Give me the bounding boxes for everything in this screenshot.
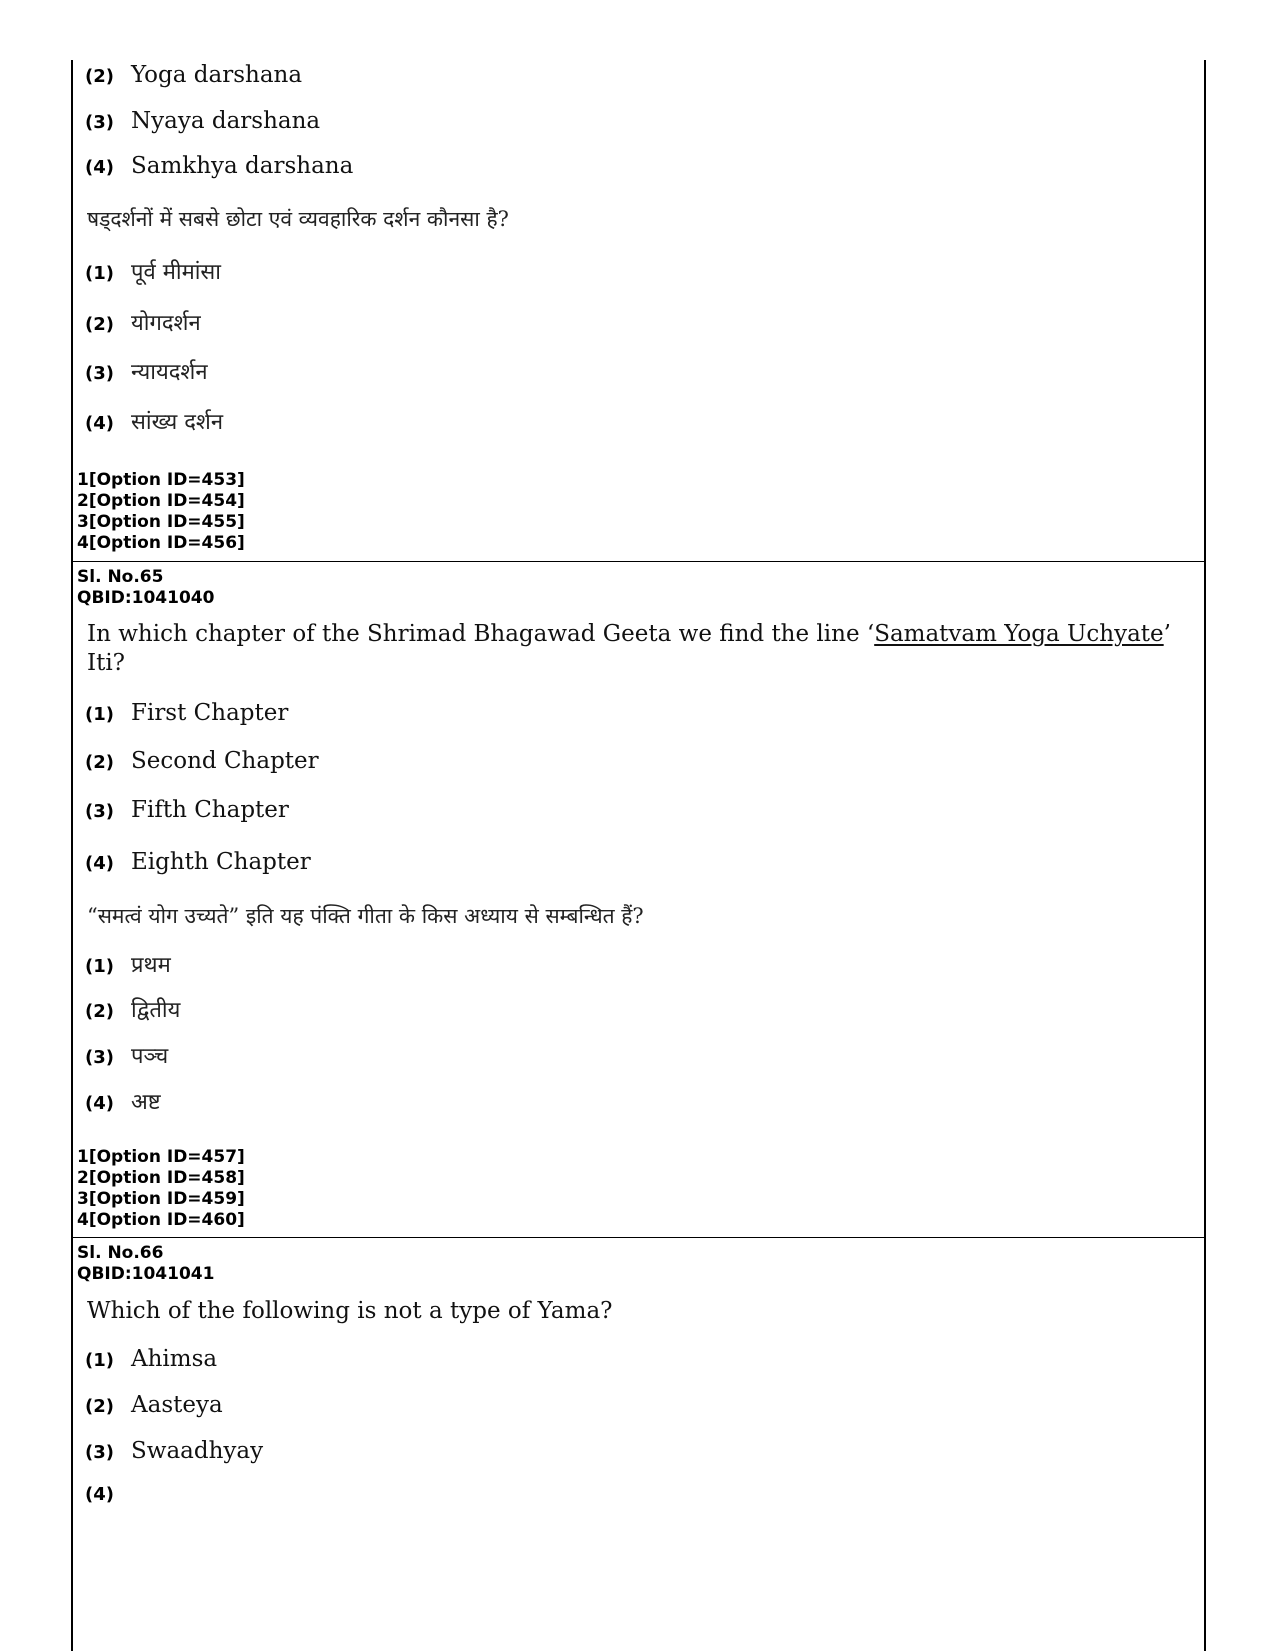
option-number: (2)	[85, 1001, 114, 1022]
question-header	[77, 567, 214, 609]
option-id-list	[77, 1147, 245, 1231]
option-number: (1)	[85, 1350, 114, 1371]
option-number: (2)	[85, 752, 114, 773]
option-text: Ahimsa	[131, 1346, 218, 1372]
option-hi-2	[85, 307, 201, 337]
option-text: अष्ट	[131, 1090, 161, 1115]
option-text: Fifth Chapter	[131, 797, 289, 823]
option-number: (4)	[85, 157, 114, 178]
option-id: 1[Option ID=453]	[77, 470, 245, 490]
option-id-list	[77, 470, 245, 554]
option-text: पञ्च	[131, 1044, 169, 1069]
option-number: (4)	[85, 853, 114, 874]
qbid: QBID:1041040	[77, 588, 215, 608]
option-text: Second Chapter	[131, 748, 319, 774]
option-id: 3[Option ID=459]	[77, 1189, 245, 1209]
option-en-3	[85, 108, 320, 134]
option-number: (2)	[85, 1396, 114, 1417]
option-en-4	[85, 1484, 131, 1505]
option-en-4	[85, 153, 353, 179]
option-number: (3)	[85, 1047, 114, 1068]
section-divider	[73, 561, 1204, 562]
option-hi-3	[85, 1040, 168, 1070]
option-number: (3)	[85, 1442, 114, 1463]
option-number: (3)	[85, 801, 114, 822]
option-hi-3	[85, 356, 208, 386]
option-number: (1)	[85, 956, 114, 977]
option-hi-4	[85, 406, 223, 436]
option-hi-1	[85, 949, 171, 979]
section-divider	[73, 1237, 1204, 1238]
option-id: 3[Option ID=455]	[77, 512, 245, 532]
option-en-1	[85, 700, 288, 726]
question-text-english: Which of the following is not a type of Yama?	[87, 1298, 613, 1324]
option-text: प्रथम	[131, 953, 171, 978]
question-text-hindi: षड्दर्शनों में सबसे छोटा एवं व्यवहारिक दर्शन कौनसा है?	[87, 207, 509, 231]
option-en-2	[85, 62, 302, 88]
option-text: पूर्व मीमांसा	[131, 260, 221, 285]
option-id: 2[Option ID=458]	[77, 1168, 245, 1188]
option-text: First Chapter	[131, 700, 289, 726]
option-text: Aasteya	[131, 1392, 223, 1418]
option-number: (3)	[85, 363, 114, 384]
option-number: (1)	[85, 263, 114, 284]
option-hi-4	[85, 1086, 161, 1116]
option-id: 4[Option ID=456]	[77, 533, 245, 553]
option-text: द्वितीय	[131, 998, 181, 1023]
question-text-hindi: “समत्वं योग उच्यते” इति यह पंक्ति गीता के किस अध्याय से सम्बन्धित हैं?	[87, 904, 644, 928]
option-text: Samkhya darshana	[131, 153, 354, 179]
serial-number: Sl. No.66	[77, 1243, 164, 1263]
option-en-1	[85, 1346, 217, 1372]
qbid: QBID:1041041	[77, 1264, 215, 1284]
option-text: न्यायदर्शन	[131, 360, 208, 385]
option-number: (3)	[85, 112, 114, 133]
option-number: (2)	[85, 66, 114, 87]
serial-number: Sl. No.65	[77, 567, 164, 587]
option-number: (2)	[85, 314, 114, 335]
option-en-2	[85, 748, 319, 774]
option-text: Yoga darshana	[131, 62, 303, 88]
option-number: (1)	[85, 704, 114, 725]
option-id: 1[Option ID=457]	[77, 1147, 245, 1167]
option-text: Eighth Chapter	[131, 849, 311, 875]
option-en-4	[85, 849, 311, 875]
option-id: 4[Option ID=460]	[77, 1210, 245, 1230]
option-text: Swaadhyay	[131, 1438, 264, 1464]
option-id: 2[Option ID=454]	[77, 491, 245, 511]
option-number: (4)	[85, 1093, 114, 1114]
option-text: Nyaya darshana	[131, 108, 321, 134]
question-text-english: In which chapter of the Shrimad Bhagawad Geeta we find the line ‘Samatvam Yoga Uchyate’ Iti?	[87, 621, 1171, 676]
option-hi-1	[85, 256, 221, 286]
option-text: योगदर्शन	[131, 311, 201, 336]
option-hi-2	[85, 994, 180, 1024]
question-header	[77, 1243, 214, 1285]
question-paper-page	[71, 60, 1206, 1651]
option-en-3	[85, 797, 289, 823]
underlined-phrase: Samatvam Yoga Uchyate	[874, 621, 1164, 647]
option-text: सांख्य दर्शन	[131, 410, 224, 435]
option-en-3	[85, 1438, 263, 1464]
option-number: (4)	[85, 413, 114, 434]
option-en-2	[85, 1392, 223, 1418]
option-number: (4)	[85, 1484, 114, 1505]
